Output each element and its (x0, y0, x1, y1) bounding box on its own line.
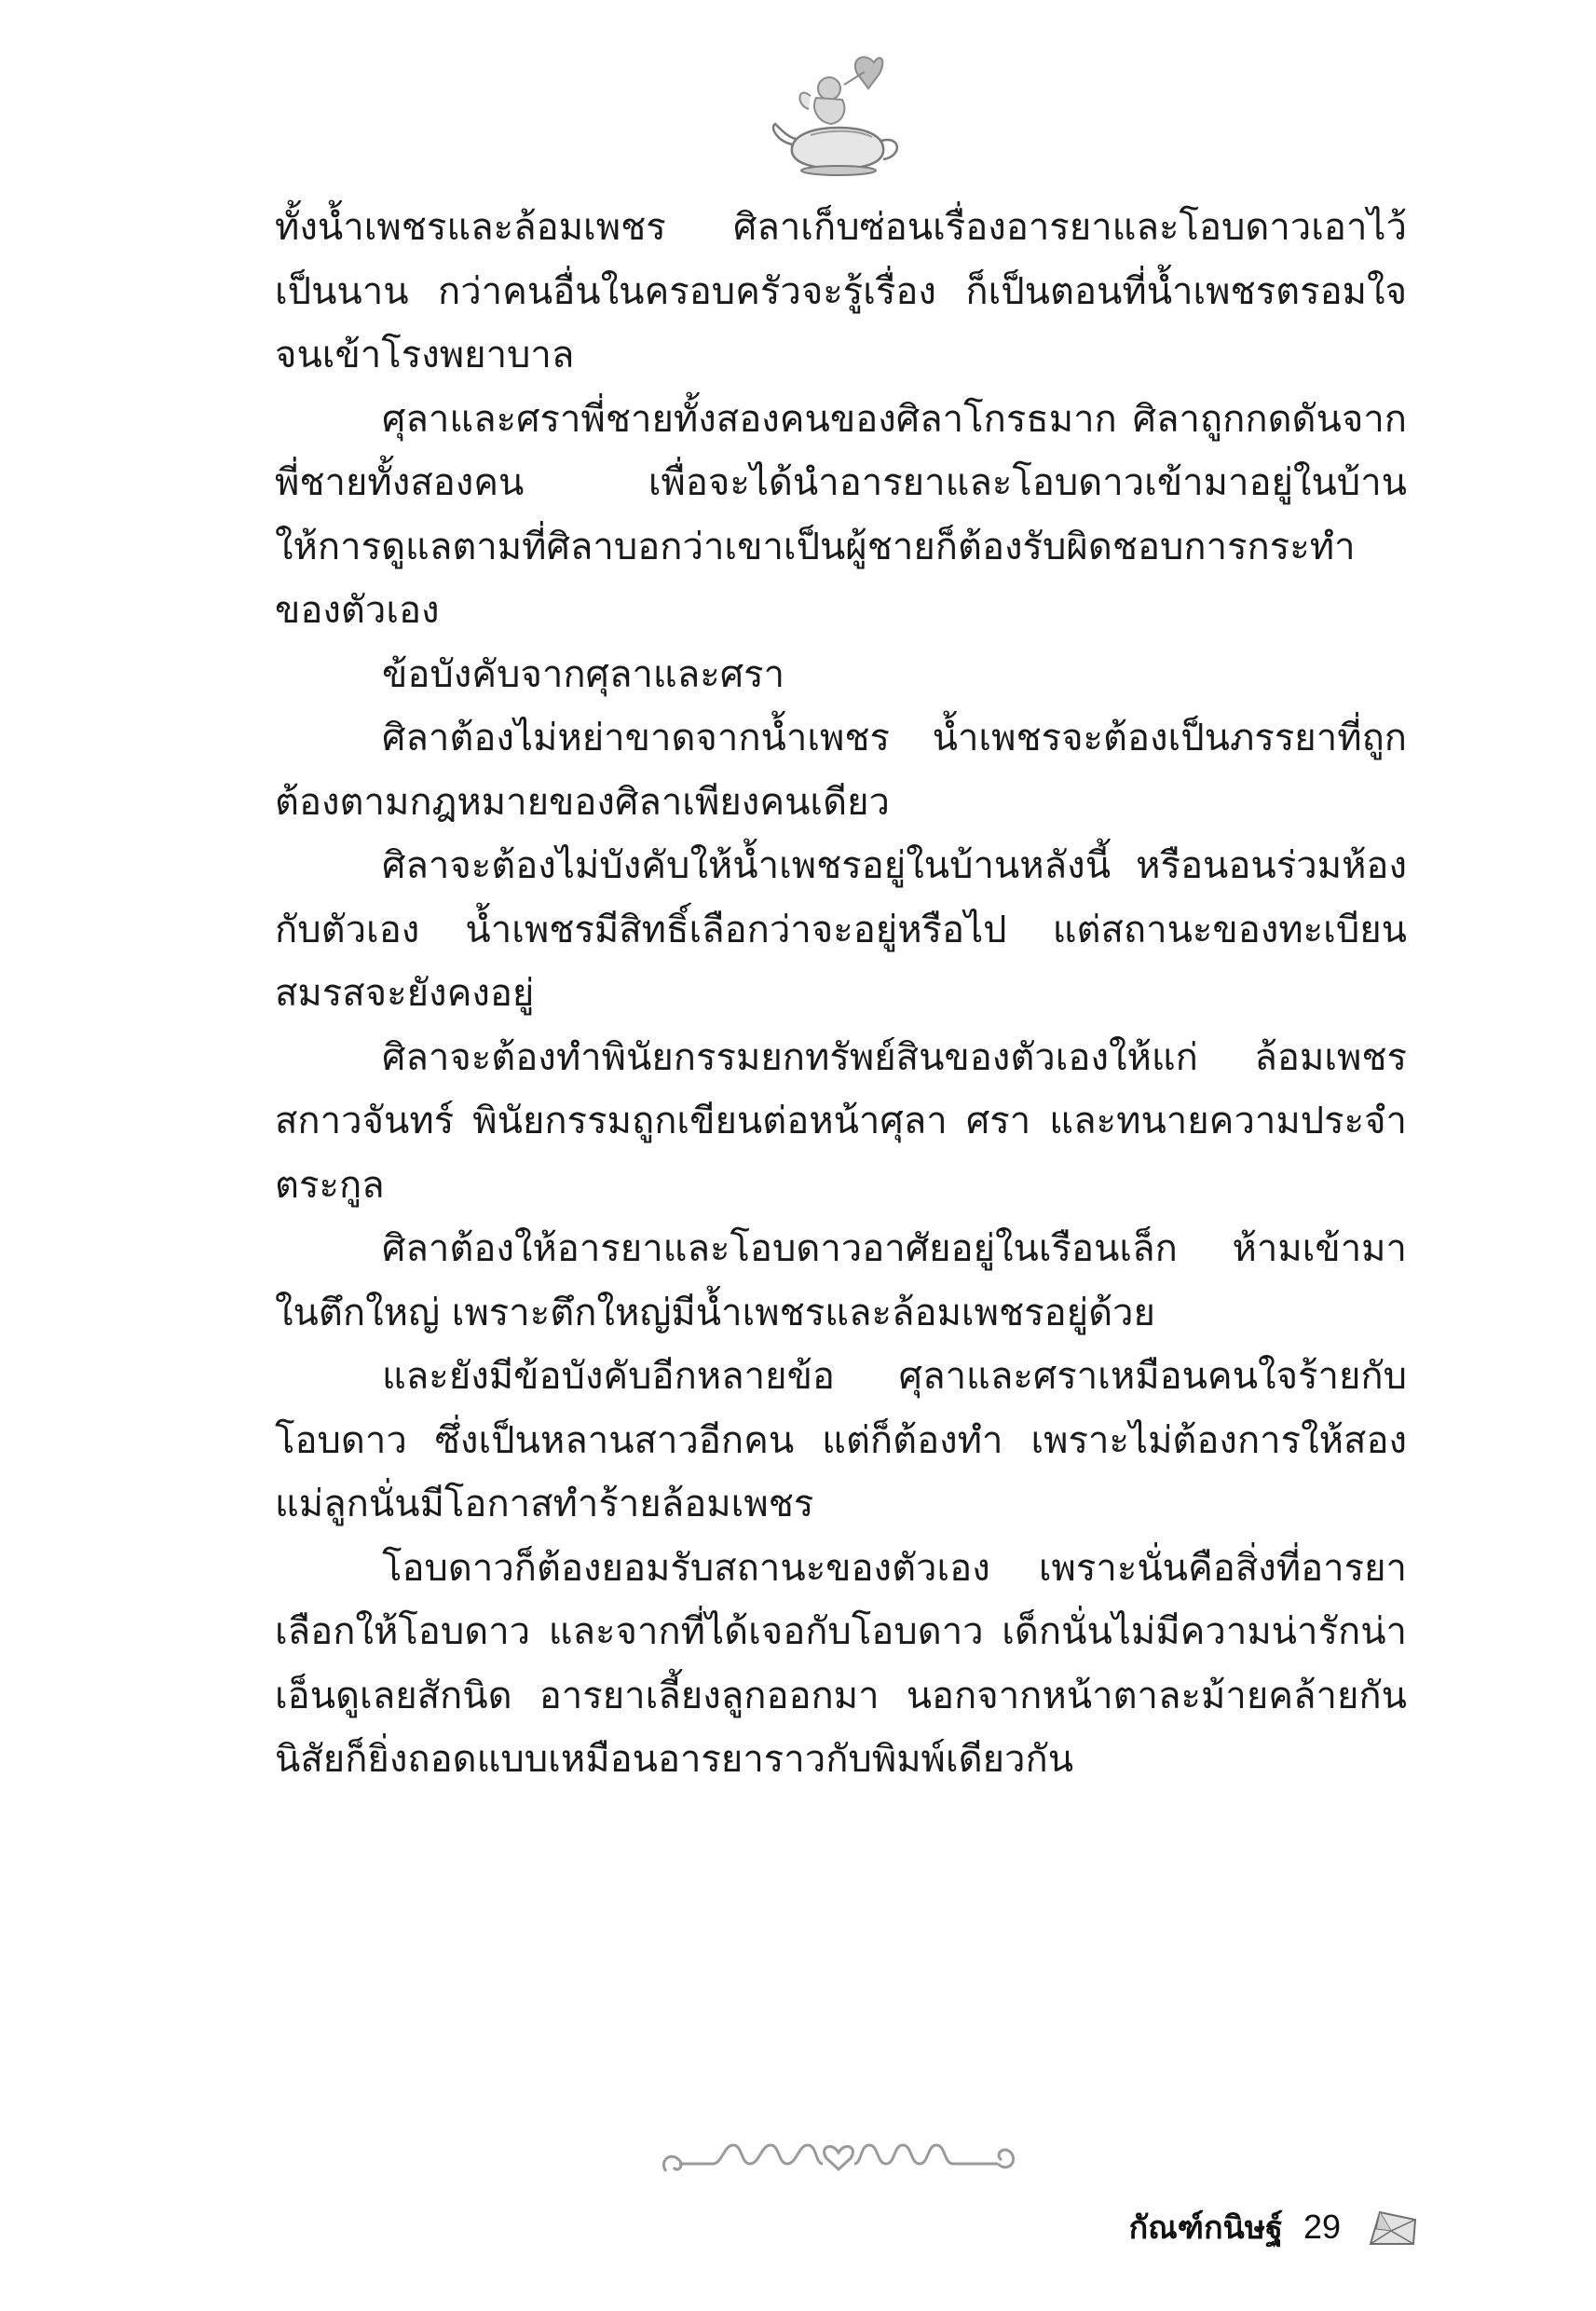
book-title: กัณฑ์กนิษฐ์ (1128, 2209, 1283, 2247)
paragraph: ศิลาต้องไม่หย่าขาดจากน้ำเพชร น้ำเพชรจะต้องเป็นภรรยาที่ถูกต้องตามกฎหมายของศิลาเพียงคนเดียว (275, 717, 1407, 824)
diamond-icon (1367, 2207, 1419, 2248)
paragraph: ศิลาจะต้องทำพินัยกรรมยกทรัพย์สินของตัวเองให้แก่ ล้อมเพชร สกาวจันทร์ พินัยกรรมถูกเขียนต่อหน้าศุลา ศรา และทนายความประจำตระกูล (275, 1035, 1407, 1207)
heart-swirl-divider-icon (657, 2125, 1020, 2190)
cupid-teapot-ornament-icon (764, 51, 913, 177)
paragraph: และยังมีข้อบังคับอีกหลายข้อ ศุลาและศราเหมือนคนใจร้ายกับโอบดาว ซึ่งเป็นหลานสาวอีกคน แต่ก็ต้องทำ เพราะไม่ต้องการให้สองแม่ลูกนั่นมีโอกาสทำร้ายล้อมเพชร (275, 1355, 1407, 1525)
page-number: 29 (1303, 2208, 1341, 2246)
body-text (275, 196, 1407, 1792)
paragraph: ศิลาจะต้องไม่บังคับให้น้ำเพชรอยู่ในบ้านหลังนี้ หรือนอนร่วมห้องกับตัวเอง น้ำเพชรมีสิทธิ์เลือกว่าจะอยู่หรือไป แต่สถานะของทะเบียนสมรสจะยังคงอยู่ (275, 844, 1407, 1015)
paragraph: ศิลาต้องให้อารยาและโอบดาวอาศัยอยู่ในเรือนเล็ก ห้ามเข้ามาในตึกใหญ่ เพราะตึกใหญ่มีน้ำเพชรและล้อมเพชรอยู่ด้วย (275, 1227, 1407, 1334)
page-footer (1129, 2199, 1419, 2255)
paragraph: ทั้งน้ำเพชรและล้อมเพชร ศิลาเก็บซ่อนเรื่องอารยาและโอบดาวเอาไว้เป็นนาน กว่าคนอื่นในครอบครัวจะรู้เรื่อง ก็เป็นตอนที่น้ำเพชรตรอมใจจนเข้าโรงพยาบาล (275, 206, 1407, 376)
paragraph: โอบดาวก็ต้องยอมรับสถานะของตัวเอง เพราะนั่นคือสิ่งที่อารยาเลือกให้โอบดาว และจากที่ได้เจอกับโอบดาว เด็กนั่นไม่มีความน่ารักน่าเอ็นดูเลยสักนิด อารยาเลี้ยงลูกออกมา นอกจากหน้าตาละม้ายคล้ายกัน นิสัยก็ยิ่งถอดแบบเหมือนอารยาราวกับพิมพ์เดียวกัน (275, 1546, 1407, 1781)
paragraph: ข้อบังคับจากศุลาและศรา (382, 652, 785, 696)
paragraph: ศุลาและศราพี่ชายทั้งสองคนของศิลาโกรธมาก ศิลาถูกกดดันจากพี่ชายทั้งสองคน เพื่อจะได้นำอารยาและโอบดาวเข้ามาอยู่ในบ้าน ให้การดูแลตามที่ศิลาบอกว่าเขาเป็นผู้ชายก็ต้องรับผิดชอบการกระทำของตัวเอง (275, 397, 1407, 632)
